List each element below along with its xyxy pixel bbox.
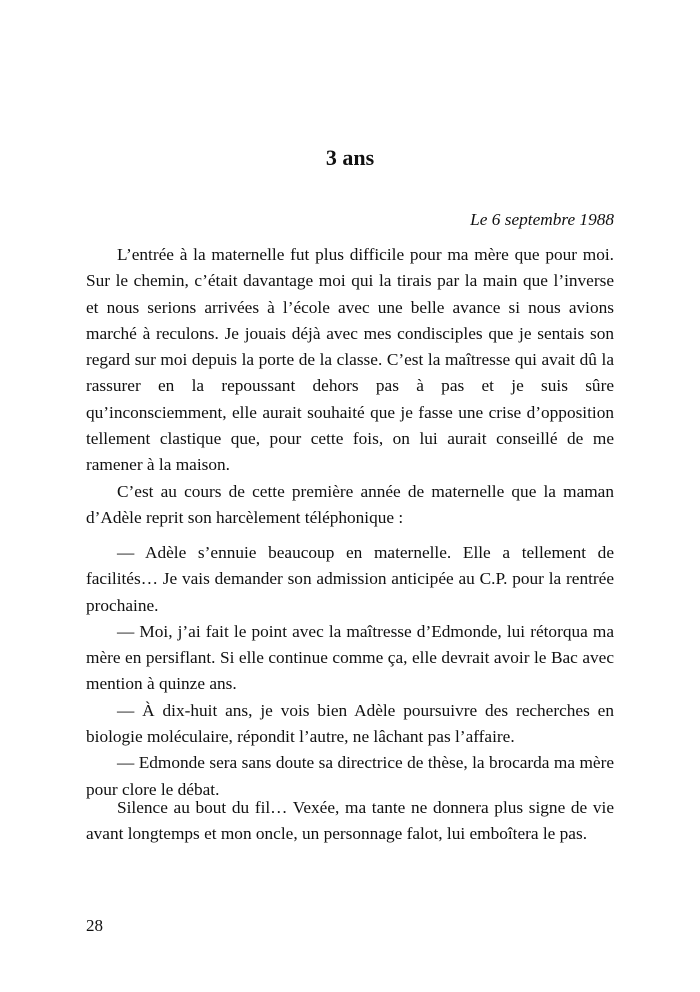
dialogue-line: — À dix-huit ans, je vois bien Adèle poursuivre des recherches en biologie moléculaire, répondit l’autre, ne lâchant pas l’affaire. xyxy=(86,700,614,747)
dialogue-line: — Moi, j’ai fait le point avec la maîtresse d’Edmonde, lui rétorqua ma mère en persiflant. Si elle continue comme ça, elle devrait avoir le Bac avec mention à quinze ans. xyxy=(86,621,614,694)
dialogue-line: — Adèle s’ennuie beaucoup en maternelle. Elle a tellement de facilités… Je vais demander son admission anticipée au C.P. pour la rentrée prochaine. xyxy=(86,543,614,615)
page-number: 28 xyxy=(86,916,103,935)
paragraph-closing xyxy=(86,795,614,848)
paragraph-school-entry xyxy=(86,242,614,479)
dialogue-block xyxy=(86,540,614,803)
paragraph: Silence au bout du fil… Vexée, ma tante ne donnera plus signe de vie avant longtemps et mon oncle, un personnage falot, lui emboîtera le pas. xyxy=(86,798,614,844)
paragraph: C’est au cours de cette première année de maternelle que la maman d’Adèle reprit son harcèlement téléphonique : xyxy=(86,482,614,528)
dialogue-line: — Edmonde sera sans doute sa directrice de thèse, la brocarda ma mère pour clore le débat. xyxy=(86,753,614,799)
paragraph: L’entrée à la maternelle fut plus difficile pour ma mère que pour moi. Sur le chemin, c’était davantage moi qui la tirais par la main que l’inverse et nous serions arrivées à l’école avec une belle avance si nous avions marché à reculons. Je jouais déjà avec mes condisciples que je sentais son regard sur moi depuis la porte de la classe. C’est la maîtresse qui avait dû la rassurer en la repoussant dehors pas à pas et je suis sûre qu’inconsciemment, elle aurait souhaité que je fasse une crise d’opposition tellement clastique que, pour cette fois, on lui aurait conseillé de me ramener à la maison. xyxy=(86,245,614,475)
paragraph-aunt-calls xyxy=(86,479,614,532)
chapter-date: Le 6 septembre 1988 xyxy=(470,210,614,229)
chapter-title: 3 ans xyxy=(325,145,375,170)
